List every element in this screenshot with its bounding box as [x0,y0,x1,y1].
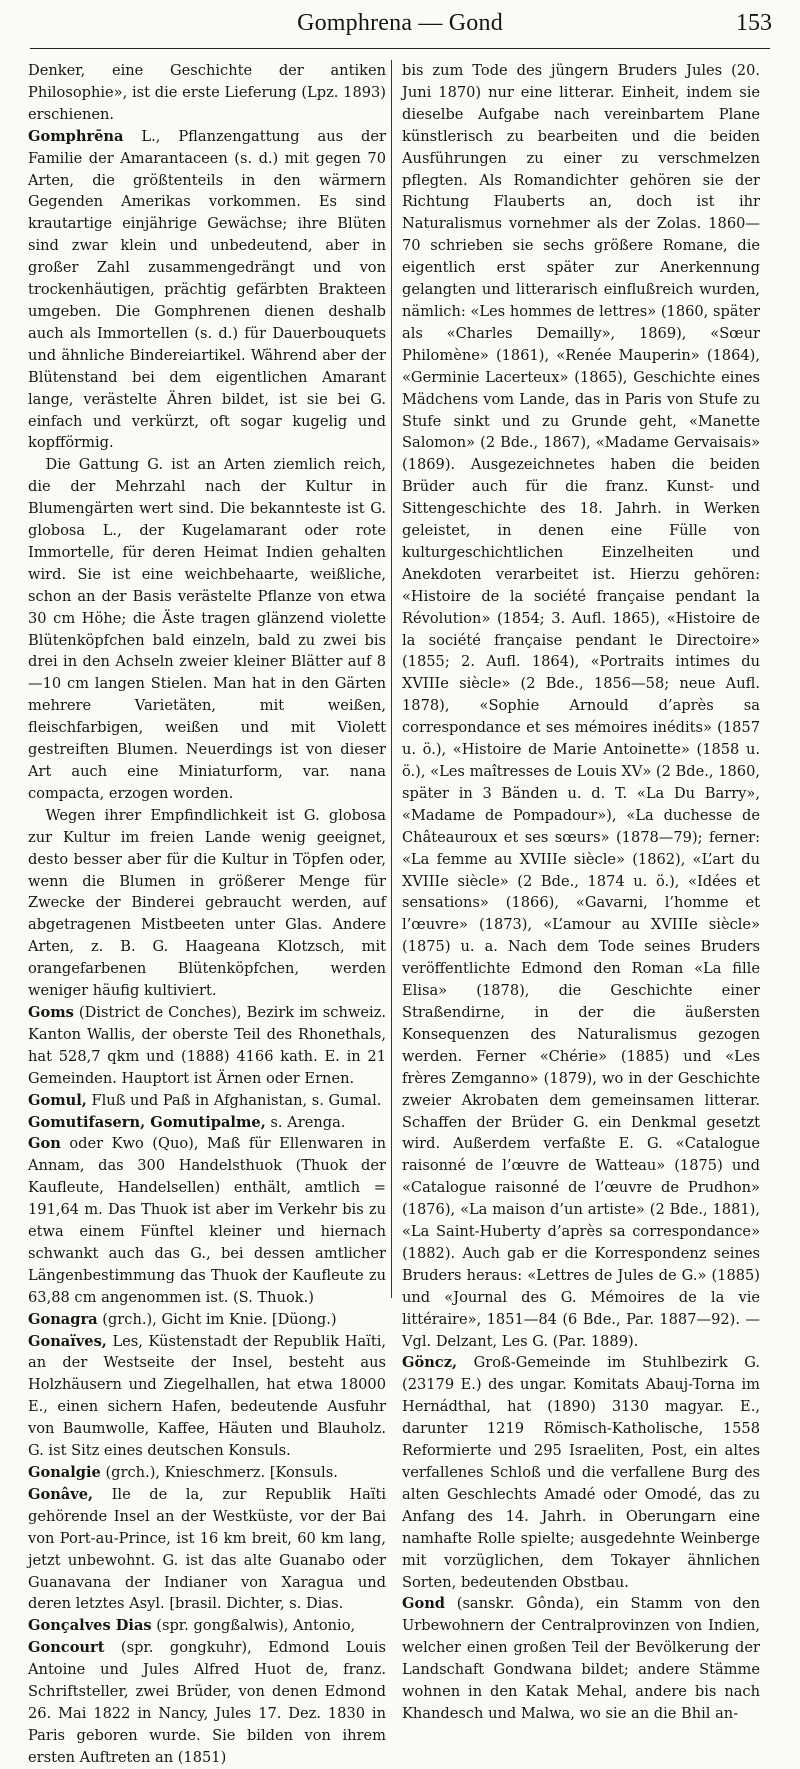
dictionary-entry [28,1462,386,1484]
entry-text: (spr. gongkuhr), Edmond Louis Antoine und Jules Alfred Huot de, franz. Schriftsteller, zwei Brüder, von denen Edmond 26. Mai 1822 in Nancy, Jules 17. Dez. 1830 in Paris geboren wurde. Sie bilden von ihrem ersten Auftreten an (1851) [28,1639,386,1766]
entry-headword: Gonçalves Dias [28,1617,152,1635]
dictionary-entry [28,454,386,805]
entry-headword: Gonâve, [28,1485,94,1503]
entry-text: bis zum Tode des jüngern Bruders Jules (20. Juni 1870) nur eine litterar. Einheit, indem sie dieselbe Aufgabe nach vereinbartem Plane künstlerisch zu bearbeiten und die beiden Ausführungen zu einer zu verschmelzen pflegten. Als Romandichter gehören sie der Richtung Flauberts an, doch ist ihr Naturalismus vornehmer als der Zolas. 1860—70 schrieben sie sechs größere Romane, die eigentlich erst später zur Anerkennung gelangten und litterarisch einflußreich wurden, nämlich: «Les hommes de lettres» (1860, später als «Charles Demailly», 1869), «Sœur Philomène» (1861), «Renée Mauperin» (1864), «Germinie Lacerteux» (1865), Geschichte eines Mädchens vom Lande, das in Paris von Stufe zu Stufe sinkt und zu Grunde geht, «Manette Salomon» (2 Bde., 1867), «Madame Gervaisais» (1869). Ausgezeichnetes haben die beiden Brüder auch für die franz. Kunst- und Sittengeschichte des 18. Jahrh. in Werken geleistet, in denen eine Fülle von kulturgeschichtlichen Einzelheiten und Anekdoten verarbeitet ist. Hierzu gehören: «Histoire de la société française pendant la Révolution» (1854; 3. Aufl. 1865), «Histoire de la société française pendant le Directoire» (1855; 2. Aufl. 1864), «Portraits intimes du XVIIIe siècle» (2 Bde., 1856—58; neue Aufl. 1878), «Sophie Arnould d’après sa correspondance et ses mémoires inédits» (1857 u. ö.), «Histoire de Marie Antoinette» (1858 u. ö.), «Les maîtresses de Louis XV» (2 Bde., 1860, später in 3 Bänden u. d. T. «La Du Barry», «Madame de Pompadour»), «La duchesse de Châteauroux et ses sœurs» (1878—79); ferner: «La femme au XVIIIe siècle» (1862), «L’art du XVIIIe siècle» (2 Bde., 1874 u. ö.), «Idées et sensations» (1866), «Gavarni, l’homme et l’œuvre» (1873), «L’amour au XVIIIe siècle» (1875) u. a. Nach dem Tode seines Bruders veröffentlichte Edmond den Roman «La fille Elisa» (1878), die Geschichte einer Straßendirne, in der die äußersten Konsequenzen des Naturalismus gezogen werden. Ferner «Chérie» (1885) und «Les frères Zemganno» (1879), wo in der Geschichte zweier Akrobaten dem gemeinsamen litterar. Schaffen der Brüder G. ein Denkmal gesetzt wird. Außerdem verfaßte E. G. «Catalogue raisonné de l’œuvre de Watteau» (1875) und «Catalogue raisonné de l’œuvre de Prudhon» (1876), «La maison d’un artiste» (2 Bde., 1881), «La Saint-Huberty d’après sa correspondance» (1882). Auch gab er die Korrespondenz seines Bruders heraus: «Lettres de Jules de G.» (1885) und «Journal des G. Mémoires de la vie littéraire», 1851—84 (6 Bde., Par. 1887—92). — Vgl. Delzant, Les G. (Par. 1889). [402,62,760,1350]
entry-text: Die Gattung G. ist an Arten ziemlich reich, die der Mehrzahl nach der Kultur in Blumengärten wert sind. Die bekannteste ist G. globosa L., der Kugelamarant oder rote Immortelle, für deren Heimat Indien gehalten wird. Sie ist eine weichbehaarte, weißliche, schon an der Basis verästelte Pflanze von etwa 30 cm Höhe; die Äste tragen glänzend violette Blütenköpfchen bald einzeln, bald zu zwei bis drei in den Achseln zweier kleiner Blätter auf 8—10 cm langen Stielen. Man hat in den Gärten mehrere Varietäten, mit weißen, fleischfarbigen, weißen und mit Violett gestreiften Blumen. Neuerdings ist von dieser Art auch eine Miniaturform, var. nana compacta, erzogen worden. [28,456,386,802]
entry-headword: Gomul, [28,1091,87,1109]
entry-text: Fluß und Paß in Afghanistan, s. Gumal. [86,1091,382,1109]
entry-text: (grch.), Gicht im Knie. [Düong.) [97,1310,337,1328]
entry-headword: Goms [28,1003,74,1021]
dictionary-entry [28,1331,386,1462]
entry-text: Les, Küstenstadt der Republik Haïti, an der Westseite der Insel, besteht aus Holzhäusern und Ziegelhallen, hat etwa 18000 E., einen sichern Hafen, bedeutende Ausfuhr von Baumwolle, Kaffee, Häuten und Blauholz. G. ist Sitz eines deutschen Konsuls. [28,1332,386,1460]
dictionary-entry [28,1309,386,1331]
dictionary-entry [402,60,760,1352]
header-title: Gomphrena — Gond [297,10,503,36]
dictionary-entry [28,805,386,1002]
entry-headword: Gonalgie [28,1464,101,1481]
dictionary-entry [28,1484,386,1615]
entry-text: Wegen ihrer Empfindlichkeit ist G. globosa zur Kultur im freien Lande wenig geeignet, desto besser aber für die Kultur in Töpfen oder, wenn die Blumen in größerer Menge für Zwecke der Binderei gebraucht werden, auf abgetragenen Mistbeeten unter Glas. Andere Arten, z. B. G. Haageana Klotzsch, mit orangefarbenen Blütenköpfchen, werden weniger häufig kultiviert. [28,806,386,1000]
page-header [0,0,800,56]
dictionary-entry [28,1112,386,1134]
dictionary-entry [28,1090,386,1112]
entry-text: (spr. gongßalwis), Antonio, [151,1617,356,1635]
left-column [28,60,386,1766]
column-divider [391,60,392,1298]
entry-headword: Gond [402,1595,446,1613]
dictionary-entry [28,126,386,455]
dictionary-entry [28,1637,386,1768]
dictionary-entry [28,1615,386,1637]
dictionary-entry [402,1593,760,1724]
dictionary-entry [28,60,386,126]
entry-text: s. Arenga. [265,1113,346,1131]
entry-text: Ile de la, zur Republik Haïti gehörende Insel an der Westküste, vor der Bai von Port-au-Prince, ist 16 km breit, 60 km lang, jetzt unbewohnt. G. ist das alte Guanabo oder Guanavana der Indianer von Xaragua und deren letztes Asyl. [brasil. Dichter, s. Dias. [28,1485,386,1613]
entry-headword: Gonaïves, [28,1332,107,1350]
dictionary-entry [28,1002,386,1090]
page-number: 153 [736,10,772,36]
entry-text: (sanskr. Gônda), ein Stamm von den Urbewohnern der Centralprovinzen von Indien, welcher einen großen Teil der Bevölkerung der Landschaft Gondwana bildet; andere Stämme wohnen in den Katak Mehal, andere bis nach Khandesch und Malwa, wo sie an die Bhil an- [402,1595,760,1722]
entry-headword: Goncourt [28,1639,105,1657]
right-column [402,60,760,1722]
dictionary-entry [28,1133,386,1308]
entry-headword: Gomutifasern, Gomutipalme, [28,1113,266,1131]
entry-text: Groß-Gemeinde im Stuhlbezirk G. (23179 E.) des ungar. Komitats Abauj-Torna im Hernádthal, hat (1890) 3130 magyar. E., darunter 1219 Römisch-Katholische, 1558 Reformierte und 295 Israeliten, Post, ein altes verfallenes Schloß und die verfallene Burg des alten Geschlechts Amadé oder Omodé, das zu Anfang des 14. Jahrh. in Oberungarn eine namhafte Rolle spielte; ausgedehnte Weinberge mit vorzüglichen, dem Tokayer ähnlichen Sorten, bedeutenden Obstbau. [402,1354,760,1591]
entry-text: (grch.), Knieschmerz. [Konsuls. [100,1464,338,1481]
entry-headword: Gonagra [28,1310,98,1328]
entry-text: (District de Conches), Bezirk im schweiz. Kanton Wallis, der oberste Teil des Rhonethals, hat 528,7 qkm und (1888) 4166 kath. E. in 21 Gemeinden. Hauptort ist Ärnen oder Ernen. [28,1003,386,1087]
entry-text: oder Kwo (Quo), Maß für Ellenwaren in Annam, das 300 Handelsthuok (Thuok der Kaufleute, Handelsellen) enthält, amtlich = 191,64 m. Das Thuok ist aber im Verkehr bis zu etwa einem Fünftel kleiner und hiernach schwankt auch das G., bei dessen amtlicher Längenbestimmung das Thuok der Kaufleute zu 63,88 cm angenommen ist. (S. Thuok.) [28,1135,386,1306]
entry-headword: Gon [28,1135,61,1153]
entry-headword: Göncz, [402,1354,458,1372]
entry-headword: Gomphrēna [28,127,124,145]
dictionary-entry [402,1352,760,1593]
entry-text: Denker, eine Geschichte der antiken Philosophie», ist die erste Lieferung (Lpz. 1893) erschienen. [28,62,386,123]
header-rule [30,48,770,49]
entry-text: L., Pflanzengattung aus der Familie der Amarantaceen (s. d.) mit gegen 70 Arten, die größtenteils in den wärmern Gegenden Amerikas vorkommen. Es sind krautartige einjährige Gewächse; ihre Blüten sind zwar klein und unbedeutend, aber in großer Zahl zusammengedrängt und von trockenhäutigen, prächtig gefärbten Brakteen umgeben. Die Gomphrenen dienen deshalb auch als Immortellen (s. d.) für Dauerbouquets und ähnliche Bindereiartikel. Während aber der Blütenstand bei dem eigentlichen Amarant lange, verästelte Ähren bildet, ist sie bei G. einfach und verkürzt, oft sogar kugelig und kopfförmig. [28,127,386,452]
